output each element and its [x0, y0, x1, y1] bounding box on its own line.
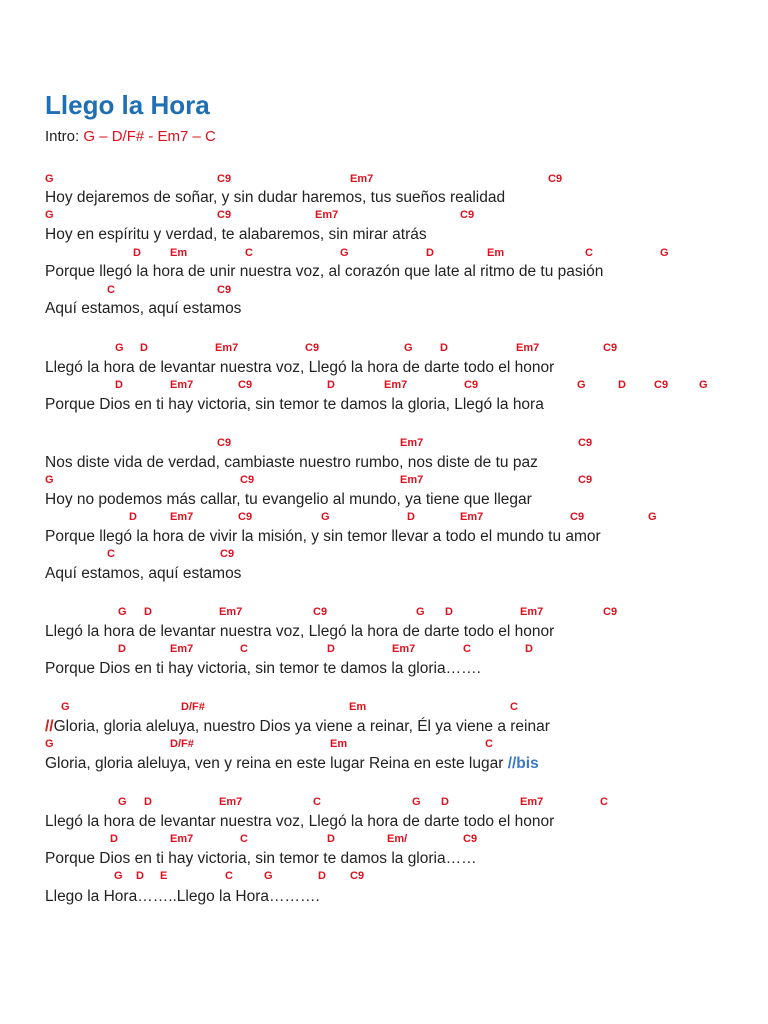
chord: C: [245, 247, 253, 259]
chord: C: [510, 701, 518, 713]
chord: C9: [220, 548, 235, 560]
chord: G: [45, 738, 54, 750]
chord: C: [585, 247, 593, 259]
chord: Em: [349, 701, 367, 713]
chord: D: [110, 833, 118, 845]
chord: C9: [548, 173, 563, 185]
chord: D: [136, 870, 144, 882]
chord: G: [416, 606, 425, 618]
chord: C9: [654, 379, 669, 391]
chord: Em7: [219, 796, 243, 808]
chord: C9: [217, 209, 232, 221]
chord: Em/: [387, 833, 408, 845]
chord: Em: [170, 247, 188, 259]
chord: Em7: [520, 606, 544, 618]
chord: G: [118, 606, 127, 618]
lyric-line: Llegó la hora de levantar nuestra voz, Llegó la hora de darte todo el honor: [45, 359, 555, 376]
chord: C9: [217, 173, 232, 185]
chord: Em7: [170, 833, 194, 845]
chord: Em: [330, 738, 348, 750]
chord: D: [327, 833, 335, 845]
chord: G: [264, 870, 273, 882]
chord: C9: [578, 437, 593, 449]
lyric-line: Aquí estamos, aquí estamos: [45, 565, 242, 582]
chord: D: [407, 511, 415, 523]
chord: D: [129, 511, 137, 523]
chord: C9: [578, 474, 593, 486]
lyric-line: Llegó la hora de levantar nuestra voz, Llegó la hora de darte todo el honor: [45, 623, 555, 640]
chord: D: [144, 606, 152, 618]
intro-chords: G – D/F# - Em7 – C: [83, 128, 216, 145]
chord: G: [699, 379, 708, 391]
lyric-line: Porque llegó la hora de unir nuestra voz, al corazón que late al ritmo de tu pasión: [45, 263, 604, 280]
chord: Em7: [215, 342, 239, 354]
chord: C9: [350, 870, 365, 882]
chord: C9: [238, 511, 253, 523]
chord: C: [463, 643, 471, 655]
chord: D: [441, 796, 449, 808]
chord: C9: [217, 284, 232, 296]
chord: G: [577, 379, 586, 391]
intro-line: [45, 128, 216, 145]
chord: D/F#: [181, 701, 205, 713]
chord: C: [107, 548, 115, 560]
chord: C9: [240, 474, 255, 486]
chord: D: [426, 247, 434, 259]
chord: G: [404, 342, 413, 354]
chord: C9: [313, 606, 328, 618]
chord: C9: [464, 379, 479, 391]
chord: D: [118, 643, 126, 655]
chord: C9: [603, 342, 618, 354]
chord: D: [525, 643, 533, 655]
chord: D: [318, 870, 326, 882]
chord: C9: [238, 379, 253, 391]
chord: G: [321, 511, 330, 523]
repeat-start-marker: //: [45, 718, 54, 735]
chord: Em7: [520, 796, 544, 808]
chord: D: [327, 643, 335, 655]
chord: C: [225, 870, 233, 882]
chord: Em7: [460, 511, 484, 523]
repeat-end-marker: //bis: [507, 755, 539, 772]
chord: D: [445, 606, 453, 618]
chord: D: [618, 379, 626, 391]
chord: G: [115, 342, 124, 354]
chord: G: [412, 796, 421, 808]
lyric-line: Hoy no podemos más callar, tu evangelio al mundo, ya tiene que llegar: [45, 491, 532, 508]
chord: C9: [217, 437, 232, 449]
chord: Em7: [350, 173, 374, 185]
chord: D: [133, 247, 141, 259]
lyric-line: Aquí estamos, aquí estamos: [45, 300, 242, 317]
chord: Em7: [170, 511, 194, 523]
chord: C: [107, 284, 115, 296]
chord: C: [240, 643, 248, 655]
lyric-line: Hoy dejaremos de soñar, y sin dudar haremos, tus sueños realidad: [45, 189, 506, 206]
chord: D: [144, 796, 152, 808]
chord: Em7: [400, 474, 424, 486]
chord: D: [440, 342, 448, 354]
chord: C9: [463, 833, 478, 845]
chord: C: [485, 738, 493, 750]
chord: D: [115, 379, 123, 391]
chord: G: [118, 796, 127, 808]
lyric-line: Llegó la hora de levantar nuestra voz, Llegó la hora de darte todo el honor: [45, 813, 555, 830]
chord: C: [600, 796, 608, 808]
chord: C: [313, 796, 321, 808]
chord: Em7: [392, 643, 416, 655]
chord: Em7: [219, 606, 243, 618]
chord: C9: [305, 342, 320, 354]
chord: Em7: [170, 379, 194, 391]
chord: G: [648, 511, 657, 523]
lyric-line: [45, 719, 550, 735]
lyric-text: Gloria, gloria aleluya, nuestro Dios ya viene a reinar, Él ya viene a reinar: [53, 718, 550, 735]
chord: D/F#: [170, 738, 194, 750]
lyric-line: Porque Dios en ti hay victoria, sin temor te damos la gloria…….: [45, 660, 481, 677]
chord: Em7: [170, 643, 194, 655]
lyric-line: Porque llegó la hora de vivir la misión, y sin temor llevar a todo el mundo tu amor: [45, 528, 601, 545]
chord: G: [45, 173, 54, 185]
chord: C9: [570, 511, 585, 523]
lyric-line: Llego la Hora……..Llego la Hora……….: [45, 888, 320, 905]
chord: G: [114, 870, 123, 882]
chord: Em: [487, 247, 505, 259]
song-title: Llego la Hora: [45, 90, 210, 120]
chord: Em7: [384, 379, 408, 391]
lyric-line: Porque Dios en ti hay victoria, sin temor te damos la gloria, Llegó la hora: [45, 396, 544, 413]
chord: C: [240, 833, 248, 845]
chord: G: [340, 247, 349, 259]
chord: Em7: [315, 209, 339, 221]
chord: E: [160, 870, 168, 882]
chord: G: [660, 247, 669, 259]
lyric-line: Nos diste vida de verdad, cambiaste nuestro rumbo, nos diste de tu paz: [45, 454, 538, 471]
chord: G: [45, 209, 54, 221]
lyric-line: [45, 756, 539, 772]
chord: D: [140, 342, 148, 354]
chord: G: [61, 701, 70, 713]
chord: Em7: [516, 342, 540, 354]
chord: C9: [460, 209, 475, 221]
lyric-line: Hoy en espíritu y verdad, te alabaremos, sin mirar atrás: [45, 226, 427, 243]
chord: G: [45, 474, 54, 486]
chord: D: [327, 379, 335, 391]
chord: Em7: [400, 437, 424, 449]
lyric-text: Gloria, gloria aleluya, ven y reina en este lugar Reina en este lugar: [45, 755, 508, 772]
intro-label: Intro:: [45, 128, 84, 145]
chord: C9: [603, 606, 618, 618]
lyric-line: Porque Dios en ti hay victoria, sin temor te damos la gloria……: [45, 850, 477, 867]
